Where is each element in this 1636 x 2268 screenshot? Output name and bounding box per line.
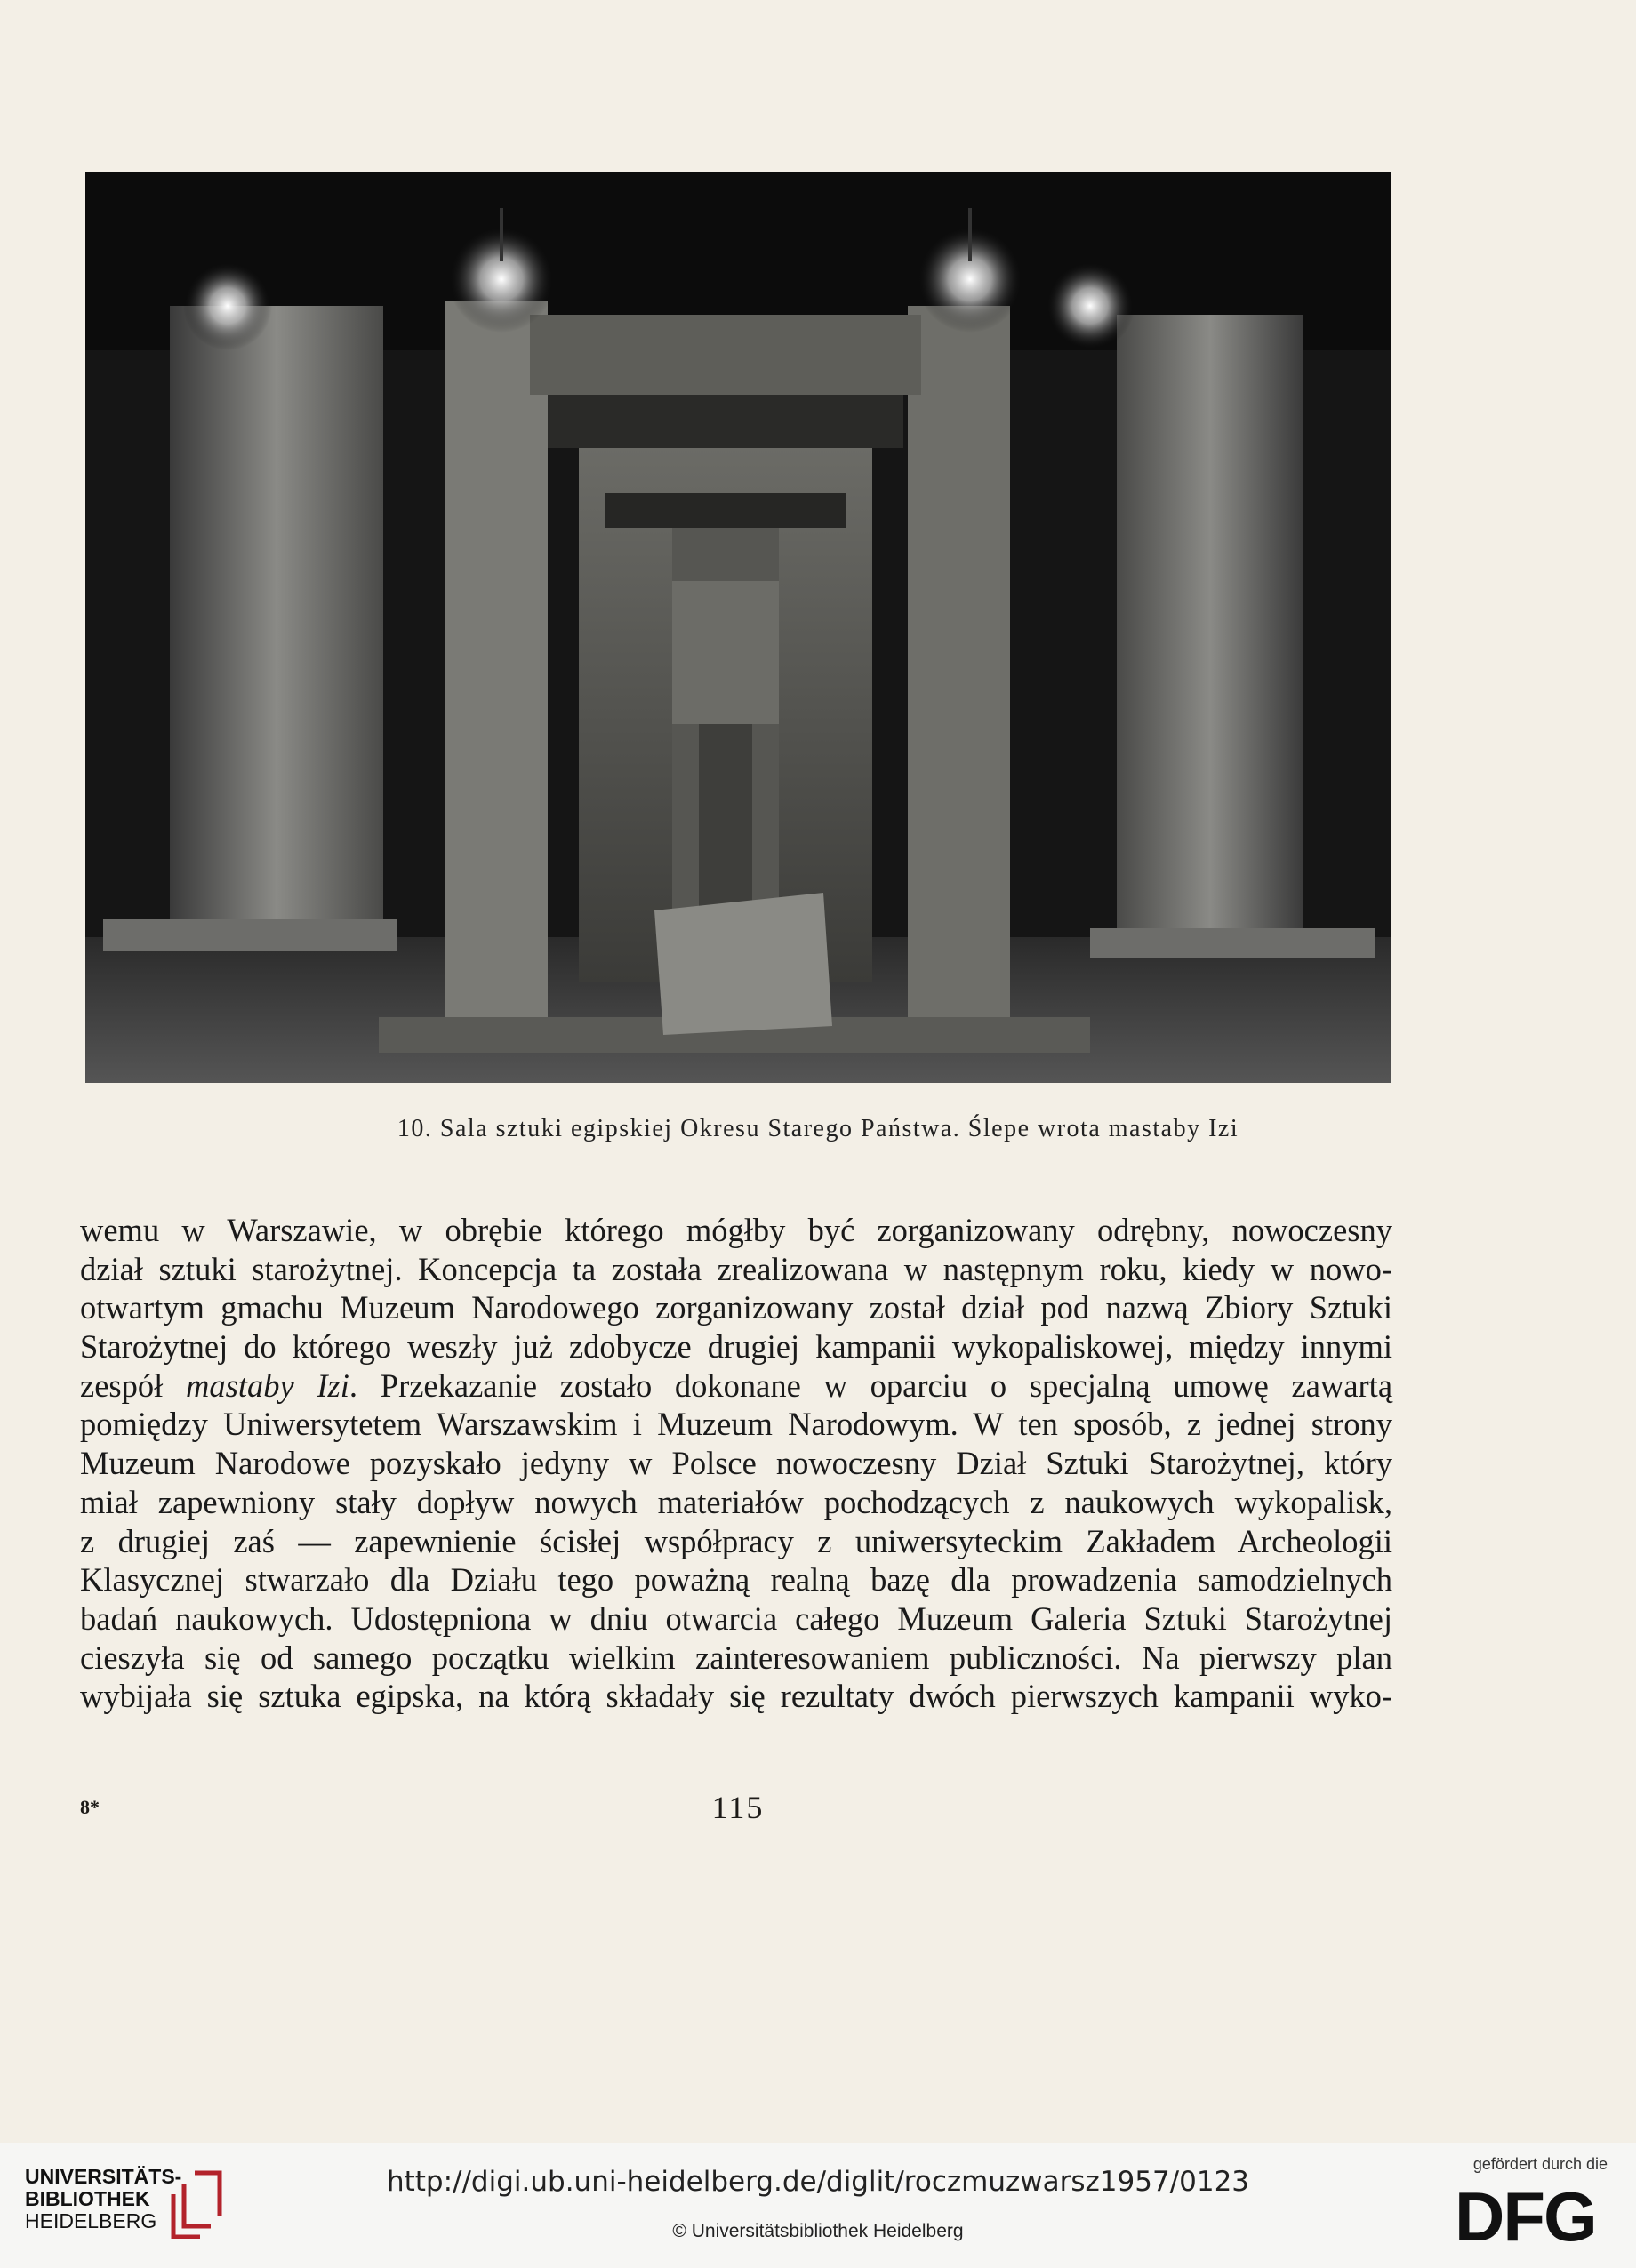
text-line: Starożytnej do którego weszły już zdobycze drugiej kampanii wykopaliskowej, między innymi	[80, 1328, 1392, 1366]
text-line: miał zapewniony stały dopływ nowych materiałów pochodzących z naukowych wykopalisk,	[80, 1483, 1392, 1520]
copyright-notice: © Universitätsbibliothek Heidelberg	[672, 2221, 964, 2241]
museum-hall-photograph	[85, 172, 1391, 1083]
italic-term: mastaby Izi	[186, 1366, 349, 1404]
text-line: otwartym gmachu Muzeum Narodowego zorganizowany został dział pod nazwą Zbiory Sztuki	[80, 1289, 1392, 1326]
dfg-logo: DFG	[1455, 2177, 1596, 2256]
page-number: 115	[711, 1790, 765, 1825]
text-line: Muzeum Narodowe pozyskało jedyny w Polsce nowoczesny Dział Sztuki Starożytnej, który	[80, 1445, 1392, 1482]
text-line: pomiędzy Uniwersytetem Warszawskim i Muzeum Narodowym. W ten sposób, z jednej strony	[80, 1406, 1392, 1443]
funding-note: gefördert durch die	[1472, 2155, 1608, 2173]
text-line: wybijała się sztuka egipska, na którą składały się rezultaty dwóch pierwszych kampanii wyko-	[80, 1678, 1392, 1715]
body-text	[80, 1211, 1392, 1716]
text-line: z drugiej zaś — zapewnienie ścisłej współpracy z uniwersyteckim Zakładem Archeologii	[80, 1522, 1392, 1559]
text-line	[80, 1366, 1392, 1406]
signature-mark: 8*	[80, 1796, 100, 1818]
footer-bar	[0, 2143, 1636, 2268]
text-line: cieszyła się od samego początku wielkim zainteresowaniem publiczności. Na pierwszy plan	[80, 1639, 1392, 1676]
document-url-link[interactable]: http://digi.ub.uni-heidelberg.de/diglit/roczmuzwarsz1957/0123	[386, 2166, 1250, 2198]
library-name-line1: UNIVERSITÄTS-	[25, 2165, 182, 2188]
figure-caption: 10. Sala sztuki egipskiej Okresu Starego Państwa. Ślepe wrota mastaby Izi	[397, 1115, 1239, 1142]
false-door-image	[85, 172, 1391, 1083]
text-line: badań naukowych. Udostępniona w dniu otwarcia całego Muzeum Galeria Sztuki Starożytnej	[80, 1599, 1392, 1637]
library-name-line3: HEIDELBERG	[25, 2209, 157, 2232]
text-line-start: zespół	[80, 1366, 186, 1404]
text-line-end: . Przekazanie zostało dokonane w oparciu o specjalną umowę zawartą	[349, 1366, 1393, 1404]
text-line: Klasycznej stwarzało dla Działu tego poważną realną bazę dla prowadzenia samodzielnych	[80, 1561, 1392, 1599]
text-line: wemu w Warszawie, w obrębie którego mógłby być zorganizowany odrębny, nowoczesny	[80, 1212, 1392, 1248]
library-name-line2: BIBLIOTHEK	[25, 2187, 150, 2210]
text-line: dział sztuki starożytnej. Koncepcja ta została zrealizowana w następnym roku, kiedy w nowo-	[80, 1250, 1392, 1287]
